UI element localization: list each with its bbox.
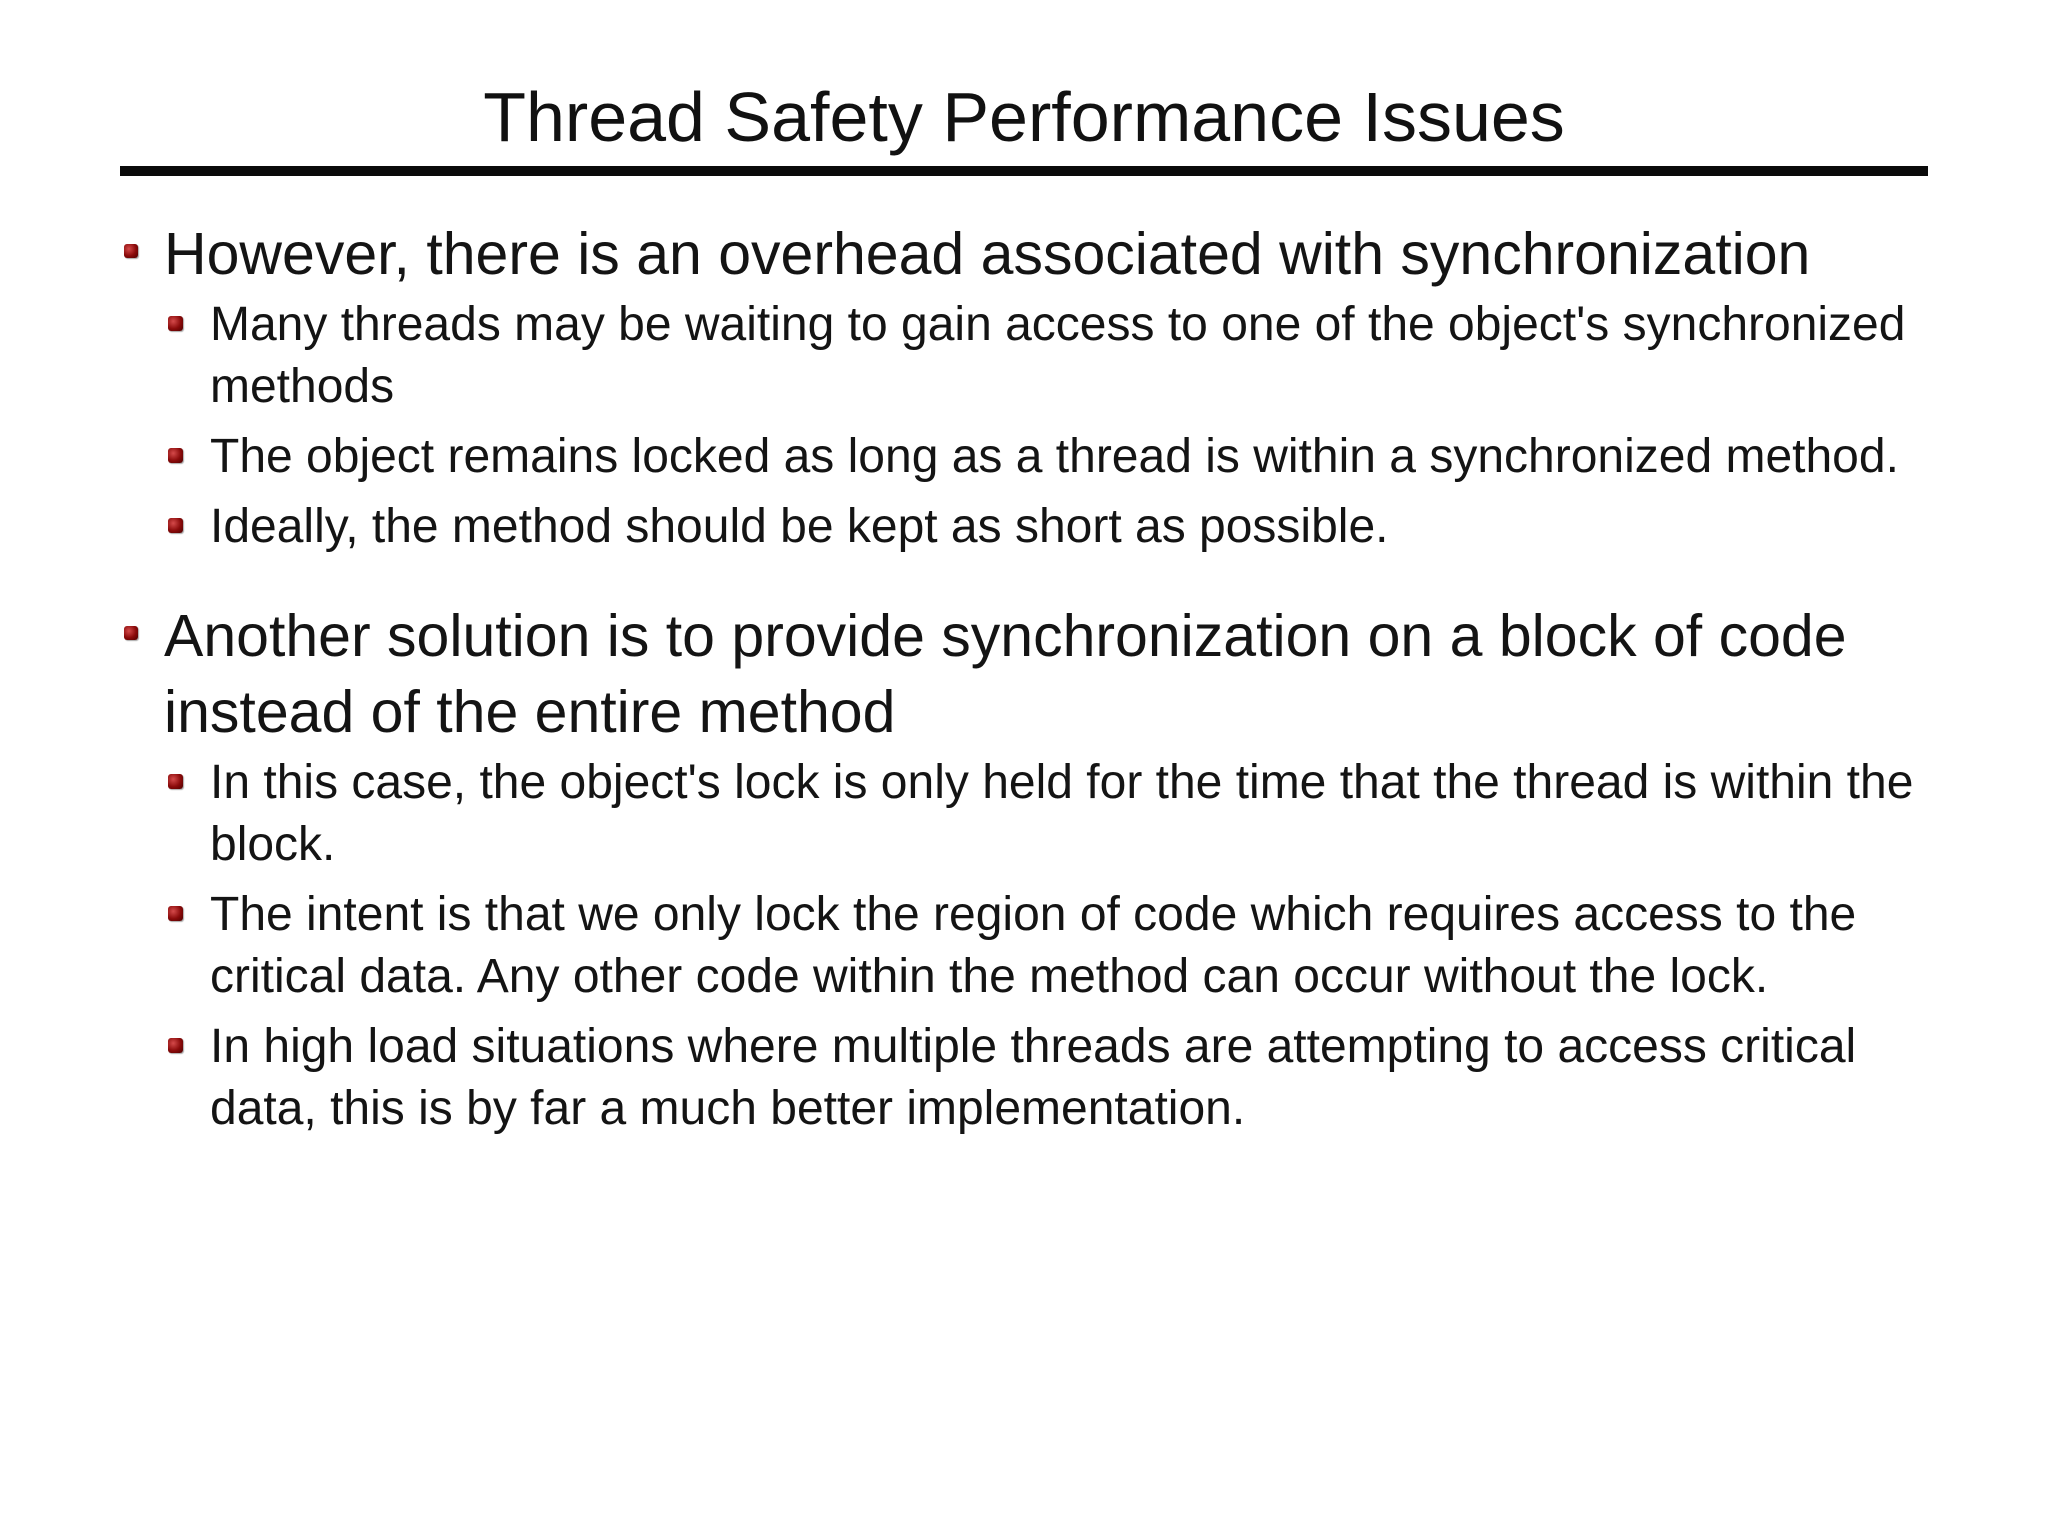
sub-bullet-text: The intent is that we only lock the region of code which requires access to the critical data. Any other code within the method can occur without the lock.	[210, 888, 1857, 1003]
square-bullet-icon	[168, 518, 183, 533]
sub-bullet-text: Many threads may be waiting to gain access to one of the object's synchronized methods	[210, 298, 1906, 413]
bullet-point	[120, 598, 1936, 750]
slide-title: Thread Safety Performance Issues	[483, 78, 1565, 156]
bullet-list	[120, 216, 1936, 1140]
sub-bullet-text: In this case, the object's lock is only held for the time that the thread is within the block.	[210, 756, 1914, 871]
square-bullet-icon	[168, 906, 183, 921]
sub-bullet-point	[120, 1016, 1936, 1140]
sub-bullet-point	[120, 496, 1936, 558]
square-bullet-icon	[168, 774, 183, 789]
sub-bullet-text: The object remains locked as long as a thread is within a synchronized method.	[210, 430, 1899, 483]
sub-bullet-point	[120, 294, 1936, 418]
square-bullet-icon	[124, 244, 138, 258]
bullet-text: However, there is an overhead associated with synchronization	[164, 221, 1811, 287]
square-bullet-icon	[124, 626, 138, 640]
sub-bullet-point	[120, 426, 1936, 488]
sub-bullet-text: In high load situations where multiple threads are attempting to access critical data, this is by far a much better implementation.	[210, 1020, 1857, 1135]
title-divider	[120, 166, 1928, 176]
bullet-text: Another solution is to provide synchronization on a block of code instead of the entire method	[164, 603, 1847, 745]
sub-bullet-text: Ideally, the method should be kept as short as possible.	[210, 500, 1389, 553]
square-bullet-icon	[168, 448, 183, 463]
square-bullet-icon	[168, 1038, 183, 1053]
square-bullet-icon	[168, 316, 183, 331]
bullet-point	[120, 216, 1936, 292]
sub-bullet-point	[120, 752, 1936, 876]
sub-bullet-point	[120, 884, 1936, 1008]
